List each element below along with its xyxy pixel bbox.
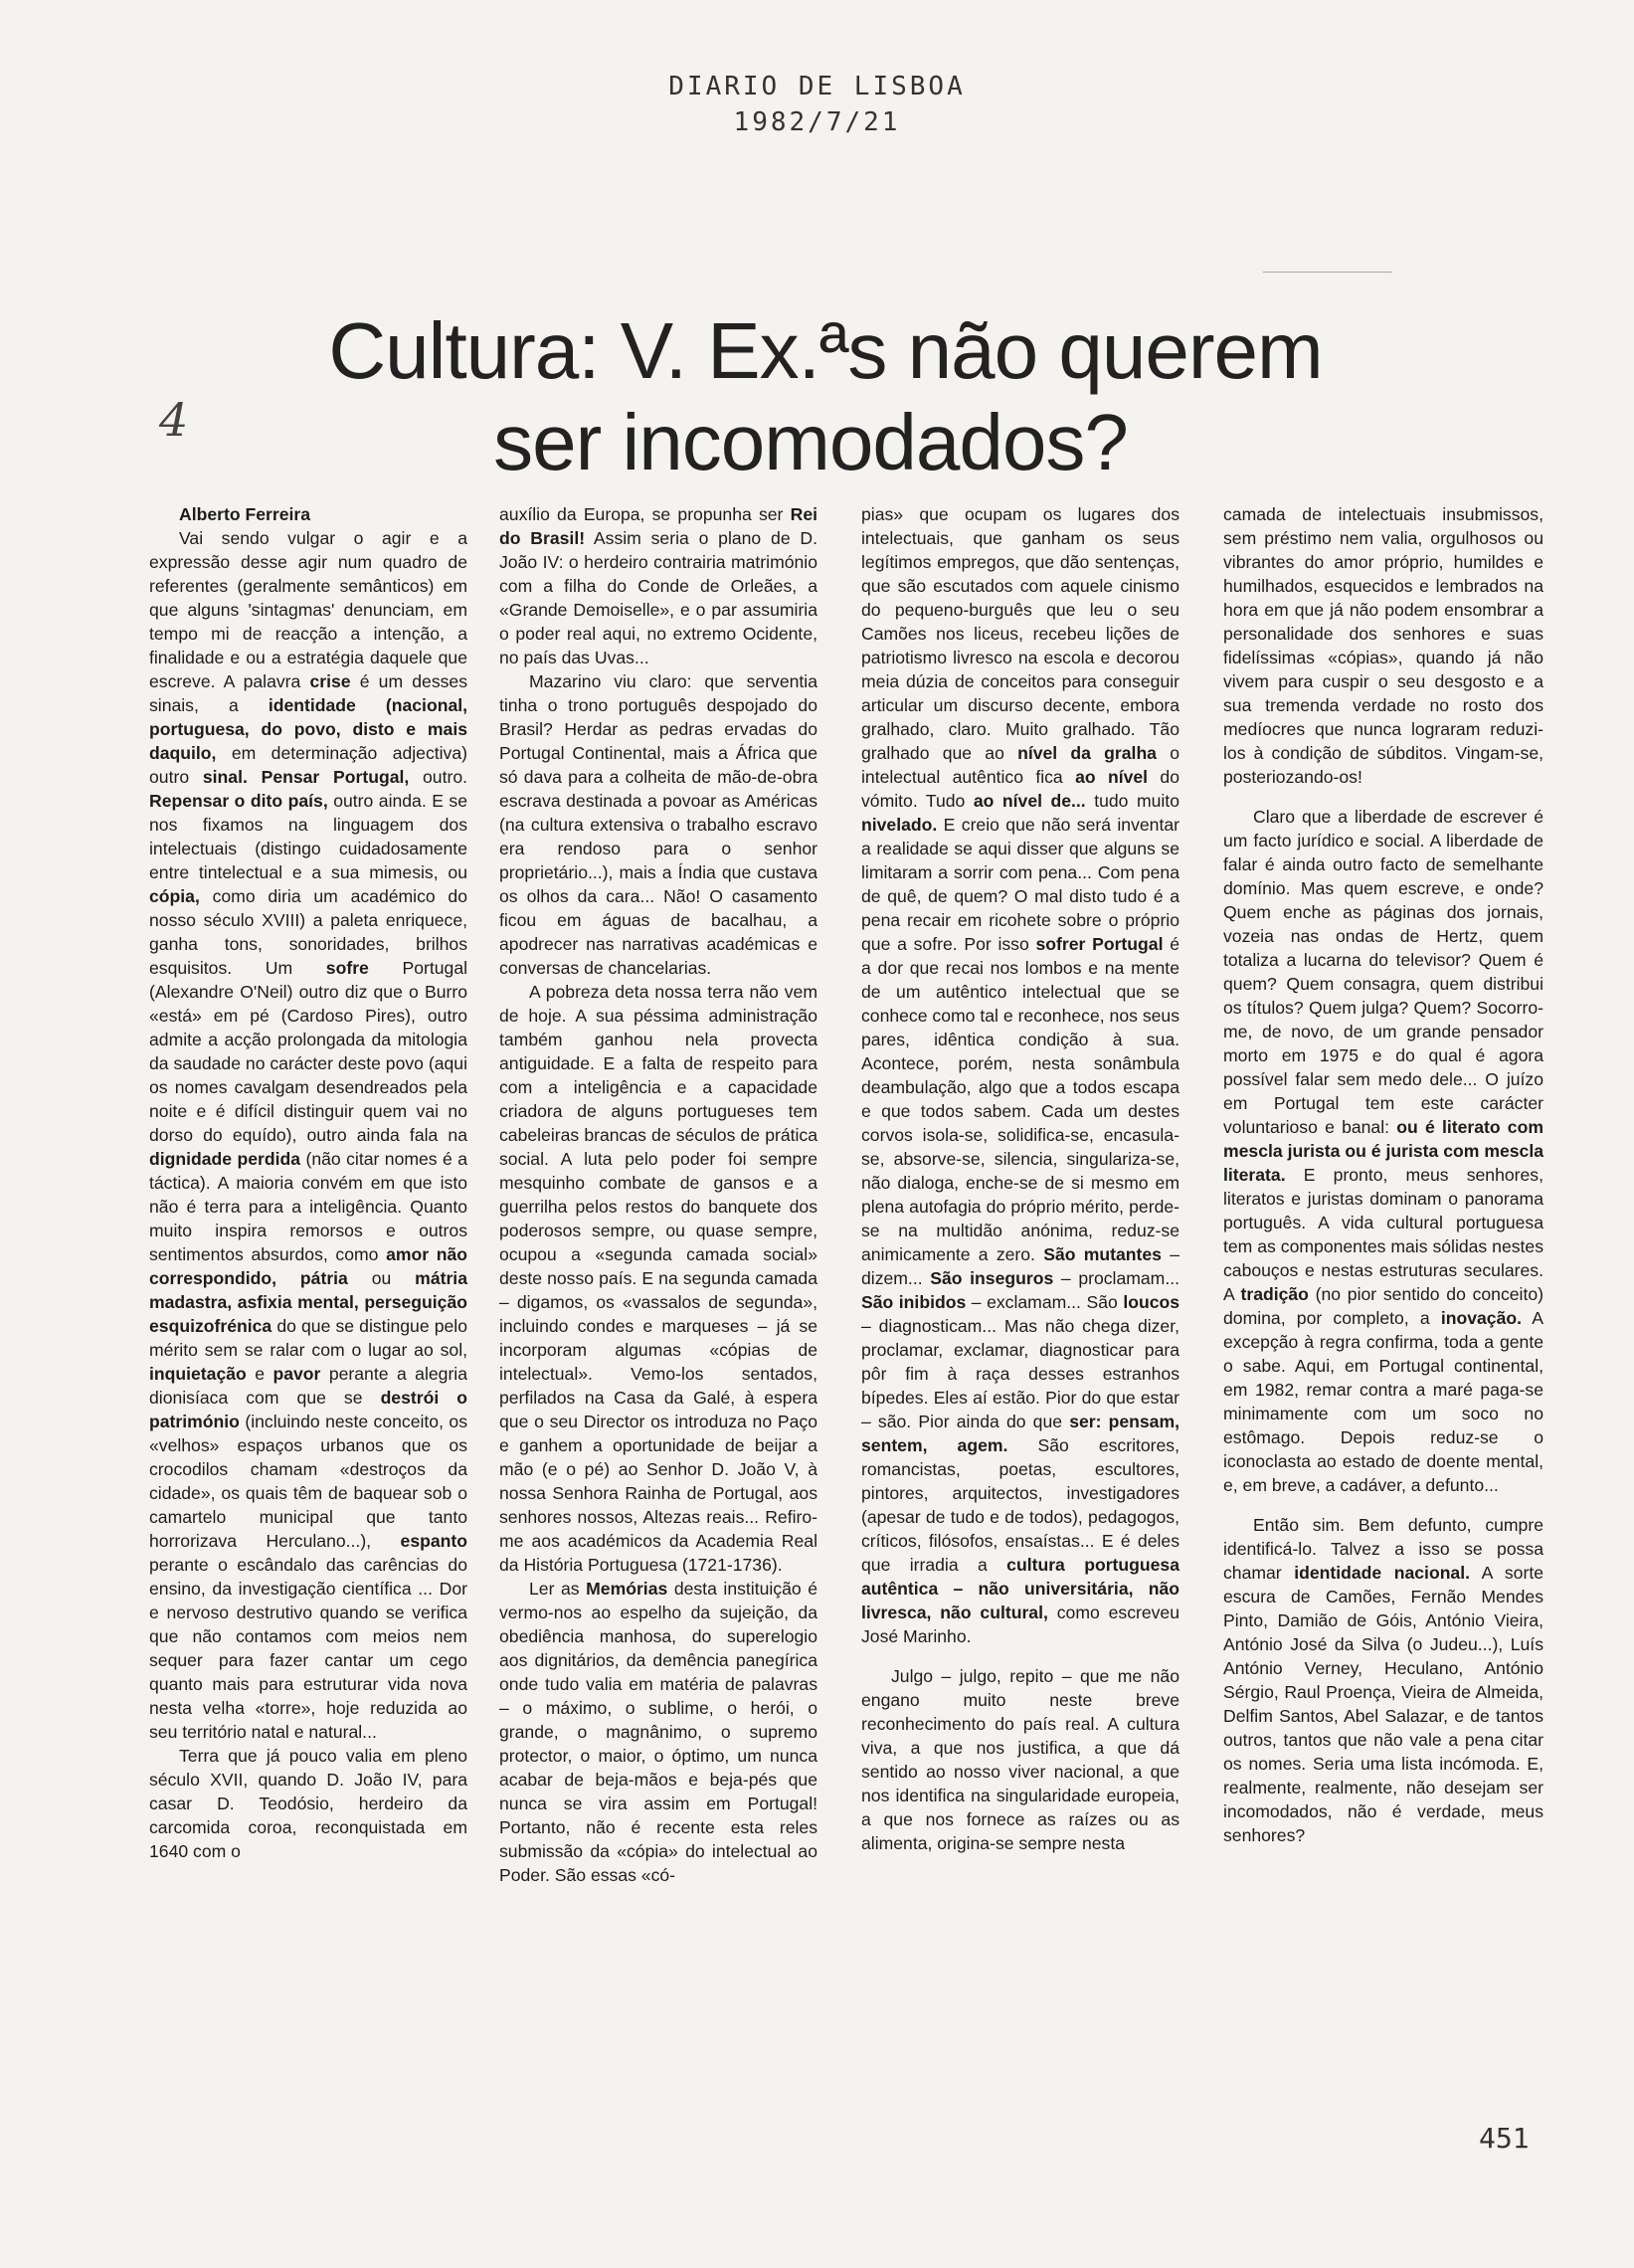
article-paragraph bbox=[499, 502, 817, 669]
paragraph-text: o intelectual autêntico fica bbox=[861, 743, 1180, 787]
article-column-2 bbox=[499, 502, 817, 1887]
emphasized-text: dignidade perdida bbox=[149, 1149, 301, 1169]
paragraph-text: Vai sendo vulgar o agir e a expressão desse agir num quadro de referentes (geralmente semânticos) em que alguns 'sintagmas' denunciam, em tempo mi de reacção a intenção, a finalidade e ou a estratégia daquele que escreve. A palavra bbox=[149, 528, 467, 691]
emphasized-text: ou é literato com mescla jurista ou é jurista com mescla literata. bbox=[1223, 1117, 1543, 1185]
paragraph-text: ou bbox=[347, 1268, 416, 1288]
emphasized-text: São mutantes bbox=[1043, 1244, 1162, 1264]
paragraph-text: – exclamam... São bbox=[966, 1292, 1124, 1312]
paragraph-text: Assim seria o plano de D. João IV: o herdeiro contrairia matrimónio com a filha do Conde de Orleães, a «Grande Demoiselle», e o par assumiria o poder real aqui, no extremo Ocidente, no país das Uvas... bbox=[499, 528, 818, 667]
emphasized-text: cultura portuguesa autêntica – não universitária, não livresca, não cultural, bbox=[861, 1555, 1180, 1622]
paragraph-text: Julgo – julgo, repito – que me não engano muito neste breve reconhecimento do país real. A cultura viva, a que nos justifica, a que dá sentido ao nosso viver nacional, a que nos identifica na singularidade europeia, a que nos fornece as raízes ou as alimenta, origina-se sempre nesta bbox=[861, 1666, 1180, 1853]
paragraph-text: E creio que não será inventar a realidade se aqui disser que alguns se limitaram a sorrir com pena... Com pena de quê, de quem? O mal disto tudo é a pena recair em ricohete sobre o próprio que a sofre. Por isso bbox=[861, 815, 1180, 954]
emphasized-text: identidade (nacional, portuguesa, do povo, disto e mais daquilo, bbox=[149, 695, 468, 763]
article-paragraph bbox=[1223, 805, 1543, 1497]
article-paragraph bbox=[1223, 1513, 1543, 1847]
article-column-1 bbox=[149, 502, 467, 1863]
emphasized-text: mátria madastra, asfixia mental, perseguição esquizofrénica bbox=[149, 1268, 467, 1336]
paragraph-text: São escritores, romancistas, poetas, escultores, pintores, arquitectos, investigadores (apesar de tudo e de todos), pedagogos, críticos, filósofos, ensaístas... E é deles que irradia a bbox=[861, 1435, 1180, 1575]
article-paragraph bbox=[149, 526, 467, 1744]
emphasized-text: loucos bbox=[1123, 1292, 1180, 1312]
article-paragraph bbox=[861, 1664, 1180, 1855]
paragraph-text: E pronto, meus senhores, literatos e juristas dominam o panorama português. A vida cultural portuguesa tem as componentes mais sólidas nestes cabouços e nestas estruturas seculares. A bbox=[1223, 1165, 1543, 1304]
page-number: 451 bbox=[1479, 2122, 1530, 2155]
paragraph-text: e bbox=[246, 1364, 273, 1384]
emphasized-text: inquietação bbox=[149, 1364, 247, 1384]
paragraph-text: desta instituição é vermo-nos ao espelho da sujeição, da obediência manhosa, do superelogio aos dignitários, da demência panegírica onde tudo valia em matéria de palavras – o máximo, o sublime, o herói, o grande, o magnânimo, o supremo protector, o maior, o óptimo, um nunca acabar de beja-mãos e beja-pés que nunca se vira assim em Portugal! Portanto, não é recente esta reles submissão da «cópia» do intelectual ao Poder. São essas «có- bbox=[499, 1579, 817, 1885]
headline-line-2: ser incomodados? bbox=[493, 398, 1128, 486]
paragraph-text: auxílio da Europa, se propunha ser bbox=[499, 504, 791, 524]
paragraph-text: perante o escândalo das carências do ensino, da investigação científica ... Dor e nervoso destrutivo quando se verifica que não contamos com meios nem sequer para fazer cantar um cego quanto mais para estruturar vida nova nesta velha «torre», hoje reduzida ao seu território natal e natural... bbox=[149, 1555, 467, 1742]
paragraph-text: pias» que ocupam os lugares dos intelectuais, que ganham os seus legítimos empregos, que dão sentenças, que são escutados com aquele cinismo do pequeno-burguês que leu o seu Camões nos liceus, recebeu lições de patriotismo livresco na escola e decorou meia dúzia de conceitos para conseguir articular um discurso decente, embora gralhado, claro. Muito gralhado. Tão gralhado que ao bbox=[861, 504, 1180, 763]
paragraph-text: perante a alegria dionisíaca com que se bbox=[149, 1364, 467, 1408]
paragraph-text: Mazarino viu claro: que serventia tinha o trono português despojado do Brasil? Herdar as pedras ervadas do Portugal Continental, mais a África que só dava para a colheita de mão-de-obra escrava destinada a povoar as Américas (na cultura extensiva o trabalho escravo era rendoso para o senhor proprietário...), mais a Índia que custava os olhos da cara... Não! O casamento ficou em águas de bacalhau, a apodrecer nas narrativas académicas e conversas de chancelarias. bbox=[499, 671, 817, 978]
paragraph-text: é a dor que recai nos lombos e na mente de um autêntico intelectual que se conhece como tal e reconhece, nos seus pares, idêntica condição à sua. Acontece, porém, nesta sonâmbula deambulação, algo que a todos escapa e que todos sabem. Cada um destes corvos isola-se, solidifica-se, encasula-se, absorve-se, silencia, singulariza-se, não dialoga, enche-se de si mesmo em plena autofagia do próprio mérito, perde-se na multidão anónima, reduz-se animicamente a zero. bbox=[861, 934, 1180, 1264]
article-paragraph bbox=[149, 1744, 467, 1863]
emphasized-text: nivelado. bbox=[861, 815, 938, 835]
paragraph-text: A pobreza deta nossa terra não vem de hoje. A sua péssima administração também ganhou nela provecta antiguidade. E a falta de respeito para com a inteligência e a capacidade criadora de alguns portugueses tem cabeleiras brancas de séculos de prática social. A luta pelo poder foi sempre mesquinho combate de gansos e a guerrilha pelos restos do banquete dos poderosos sempre, ou quase sempre, ocupou a «segunda camada social» deste nosso país. E na segunda camada – digamos, os «vassalos de segunda», incluindo condes e marqueses – já se incorporam algumas «cópias de intelectual». Vemo-los sentados, perfilados na Casa da Galé, à espera que o seu Director os introduza no Paço e ganhem a oportunidade de beijar a mão (e o pé) ao Senhor D. João V, à nossa Senhora Rainha de Portugal, aos senhores nossos, Altezas reais... Refiro-me aos académicos da Academia Real da História Portuguesa (1721-1736). bbox=[499, 982, 817, 1575]
emphasized-text: tradição bbox=[1240, 1284, 1309, 1304]
article-column-3 bbox=[861, 502, 1180, 1855]
paragraph-text: (não citar nomes é a táctica). A maioria convém em que isto não é terra para a inteligência. Quanto muito inspira remorsos e outros sentimentos absurdos, como bbox=[149, 1149, 467, 1264]
paragraph-text: Então sim. Bem defunto, cumpre identificá-lo. Talvez a isso se possa chamar bbox=[1223, 1515, 1543, 1583]
emphasized-text: destrói o património bbox=[149, 1388, 468, 1431]
emphasized-text: Rei do Brasil! bbox=[499, 504, 817, 548]
stamp-date: 1982/7/21 bbox=[733, 107, 901, 137]
paragraph-text: A sorte escura de Camões, Fernão Mendes Pinto, Damião de Góis, António Vieira, António José da Silva (o Judeu...), Luís António Verney, Heculano, António Sérgio, Raul Proença, Vieira de Almeida, Delfim Santos, Abel Salazar, e de tantos outros, tantos que não vale a pena citar os nomes. Seria uma lista incómoda. E, realmente, realmente, não desejam ser incomodados, não é verdade, meus senhores? bbox=[1223, 1563, 1543, 1845]
emphasized-text: Memórias bbox=[586, 1579, 668, 1599]
emphasized-text: sofre bbox=[325, 958, 369, 978]
headline-line-1: Cultura: V. Ex.ªs não querem bbox=[328, 306, 1323, 395]
paragraph-text: tudo muito bbox=[1085, 791, 1180, 811]
paragraph-text: do vómito. Tudo bbox=[861, 767, 1180, 811]
paragraph-text: é um desses sinais, a bbox=[149, 671, 468, 715]
emphasized-text: ser: pensam, sentem, agem. bbox=[861, 1412, 1180, 1455]
paragraph-text: outro ainda. E se nos fixamos na linguagem dos intelectuais (distingo cuidadosamente entre tintelectual e a sua mimesis, ou bbox=[149, 791, 467, 882]
emphasized-text: crise bbox=[309, 671, 351, 691]
emphasized-text: pavor bbox=[272, 1364, 321, 1384]
emphasized-text: nível da gralha bbox=[1017, 743, 1157, 763]
article-column-4 bbox=[1223, 502, 1543, 1847]
paragraph-text: (no pior sentido do conceito) domina, por completo, a bbox=[1223, 1284, 1543, 1328]
article-paragraph bbox=[499, 1577, 817, 1887]
paragraph-text: (incluindo neste conceito, os «velhos» espaços urbanos que os crocodilos chamam «destroços da cidade», os quais têm de baquear sob o camartelo municipal que tanto horrorizava Herculano...), bbox=[149, 1412, 467, 1551]
emphasized-text: ao nível bbox=[1075, 767, 1149, 787]
paragraph-text: como diria um académico do nosso século XVIII) a paleta enriquece, ganha tons, sonoridades, brilhos esquisitos. Um bbox=[149, 886, 467, 978]
paragraph-text: Portugal (Alexandre O'Neil) outro diz que o Burro «está» em pé (Cardoso Pires), outro admite a acção prolongada da mitologia da saudade no carácter deste povo (aqui os nomes cavalgam desendreados pela noite e é difícil distinguir quem vai no dorso do equído), outro ainda fala na bbox=[149, 958, 468, 1145]
article-paragraph bbox=[1223, 502, 1543, 789]
emphasized-text: espanto bbox=[400, 1531, 467, 1551]
paragraph-text: – proclamam... bbox=[1053, 1268, 1180, 1288]
paragraph-text: A excepção à regra confirma, toda a gente o sabe. Aqui, em Portugal continental, em 1982, remar contra a maré paga-se minimamente com um soco no estômago. Depois reduz-se o iconoclasta ao estado de doente mental, e, em breve, a cadáver, a defunto... bbox=[1223, 1308, 1543, 1495]
paragraph-text: do que se distingue pelo mérito sem se ralar com o lugar ao sol, bbox=[149, 1316, 467, 1360]
paragraph-text: Ler as bbox=[529, 1579, 587, 1599]
emphasized-text: sofrer Portugal bbox=[1035, 934, 1164, 954]
paragraph-text: Claro que a liberdade de escrever é um facto jurídico e social. A liberdade de falar é ainda outro facto de semelhante domínio. Mas quem escreve, e onde? Quem enche as páginas dos jornais, vozeia nas ondas de Hertz, quem totaliza a lucarna do televisor? Quem é quem? Quem consagra, quem distribui os títulos? Quem julga? Quem? Socorro-me, de novo, de um grande pensador morto em 1975 e do qual é agora possível falar sem medo dele... O juízo em Portugal tem este carácter voluntarioso e banal: bbox=[1223, 807, 1543, 1137]
handwritten-margin-mark: 4 bbox=[159, 393, 189, 447]
emphasized-text: Repensar o dito país, bbox=[149, 791, 328, 811]
emphasized-text: inovação. bbox=[1440, 1308, 1523, 1328]
paragraph-text: outro. bbox=[409, 767, 467, 787]
paragraph-text: como escreveu José Marinho. bbox=[861, 1603, 1180, 1646]
emphasized-text: São inseguros bbox=[930, 1268, 1054, 1288]
author-byline: Alberto Ferreira bbox=[179, 504, 310, 524]
article-paragraph bbox=[499, 980, 817, 1577]
paragraph-text: Terra que já pouco valia em pleno século XVII, quando D. João IV, para casar D. Teodósio, herdeiro da carcomida coroa, reconquistada em 1640 com o bbox=[149, 1746, 467, 1861]
paragraph-text: camada de intelectuais insubmissos, sem préstimo nem valia, orgulhosos ou vibrantes do amor próprio, humildes e humilhados, esquecidos e lembrados na hora em que já não podem ensombrar a personalidade dos senhores e suas fidelíssimas «cópias», quando já não vivem para cuspir o seu desgosto e a sua tremenda verdade no rosto dos medíocres que nunca lograram reduzi-los à condição de súbditos. Vingam-se, posteriozando-os! bbox=[1223, 504, 1543, 787]
article-paragraph bbox=[499, 669, 817, 980]
stamp-publication: DIARIO DE LISBOA bbox=[668, 72, 966, 101]
emphasized-text: cópia, bbox=[149, 886, 200, 906]
paragraph-text: em determinação adjectiva) outro bbox=[149, 743, 467, 787]
paragraph-text: – dizem... bbox=[861, 1244, 1180, 1288]
emphasized-text: identidade nacional. bbox=[1294, 1563, 1470, 1583]
paragraph-text: – diagnosticam... Mas não chega dizer, proclamar, exclamar, diagnosticar para pôr fim à raça desses estranhos bípedes. Eles aí estão. Pior do que estar – são. Pior ainda do que bbox=[861, 1316, 1180, 1431]
emphasized-text: amor não correspondido, pátria bbox=[149, 1244, 467, 1288]
emphasized-text: ao nível de... bbox=[973, 791, 1086, 811]
article-paragraph bbox=[861, 502, 1180, 1648]
emphasized-text: São inibidos bbox=[861, 1292, 967, 1312]
emphasized-text: sinal. Pensar Portugal, bbox=[202, 767, 410, 787]
decorative-rule bbox=[1263, 272, 1392, 273]
